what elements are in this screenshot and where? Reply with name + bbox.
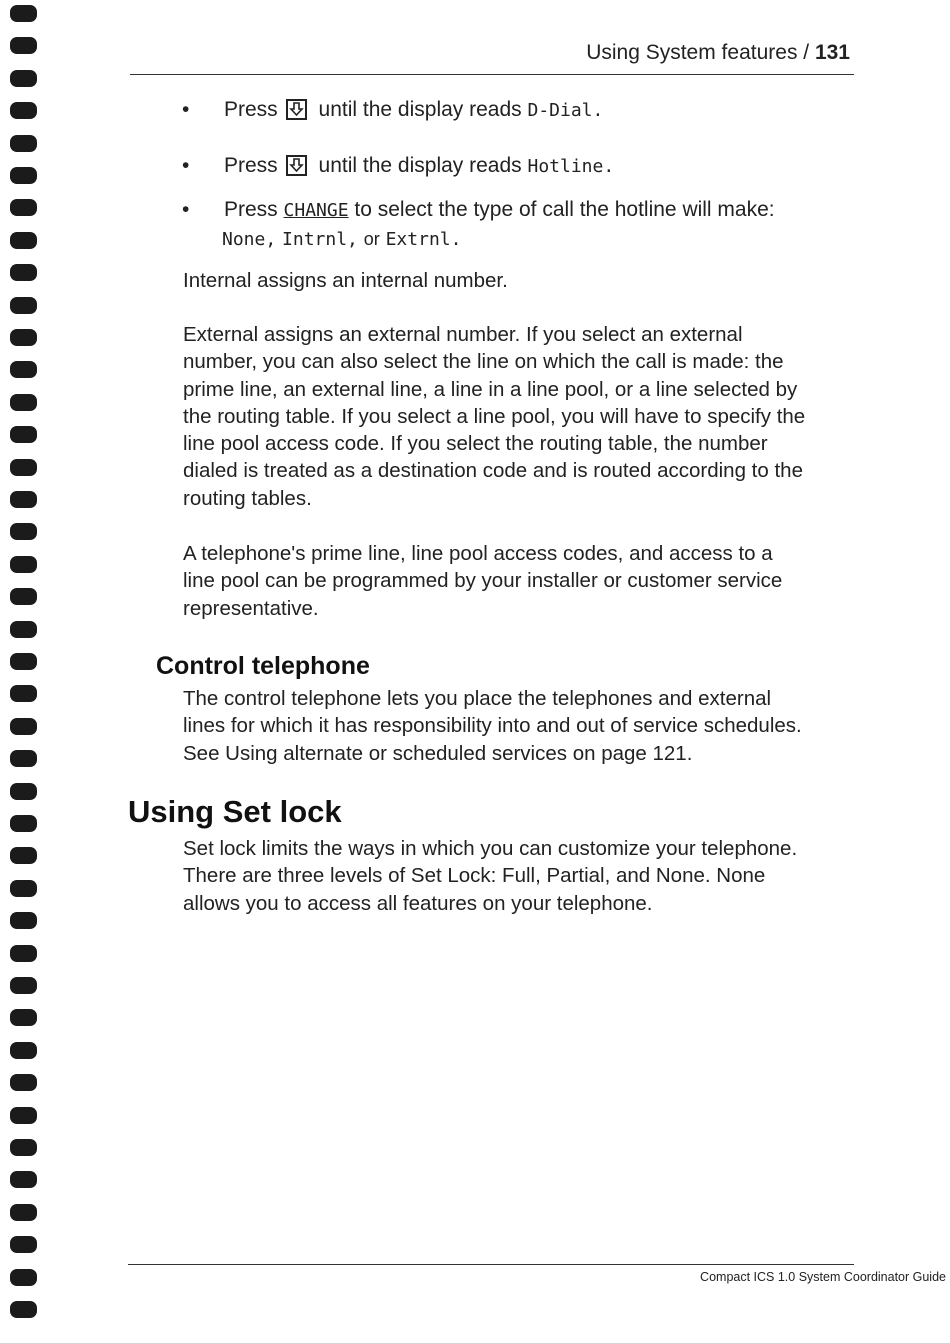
paragraph-line: The control telephone lets you place the telephones and external <box>183 687 772 710</box>
paragraph-line: routing tables. <box>183 486 312 510</box>
internal-paragraph: Internal assigns an internal number. <box>183 269 508 292</box>
footer-rule <box>128 1264 854 1269</box>
binding-ring <box>10 847 37 864</box>
change-key-label: CHANGE <box>283 200 349 221</box>
binding-ring <box>10 426 37 443</box>
binding-ring <box>10 1236 37 1253</box>
binding-ring <box>10 718 37 735</box>
external-paragraph <box>183 321 863 512</box>
binding-ring <box>10 1139 37 1156</box>
set-lock-heading: Using Set lock <box>128 794 342 829</box>
option-none: None, <box>222 229 277 250</box>
binding-ring <box>10 1204 37 1221</box>
binding-ring <box>10 556 37 573</box>
binding-ring <box>10 1074 37 1091</box>
binding-ring <box>10 880 37 897</box>
binding-ring <box>10 621 37 638</box>
paragraph-line: See Using alternate or scheduled services on page 121. <box>183 741 693 765</box>
paragraph-line: line pool access code. If you select the routing table, the number <box>183 432 768 456</box>
binding-ring <box>10 394 37 411</box>
binding-ring <box>10 361 37 378</box>
paragraph-line: line pool can be programmed by your installer or customer service <box>183 569 783 593</box>
press-text: Press <box>224 154 278 177</box>
binding-ring <box>10 264 37 281</box>
instruction-text: until the display reads <box>318 98 522 121</box>
paragraph-line: dialed is treated as a destination code and is routed according to the <box>183 459 803 483</box>
binding-ring <box>10 783 37 800</box>
binding-ring <box>10 70 37 87</box>
bullet-dot: • <box>182 98 190 121</box>
paragraph-line: External assigns an external number. If you select an external <box>183 323 743 346</box>
paragraph-line: number, you can also select the line on which the call is made: the <box>183 350 784 374</box>
binding-ring <box>10 297 37 314</box>
binding-ring <box>10 1269 37 1286</box>
press-text: Press <box>224 198 278 221</box>
binding-ring <box>10 1107 37 1124</box>
binding-ring <box>10 588 37 605</box>
binding-ring <box>10 977 37 994</box>
binding-ring <box>10 135 37 152</box>
binding-ring <box>10 5 37 22</box>
instruction-text: to select the type of call the hotline will make: <box>354 198 775 221</box>
option-extrnl: Extrnl. <box>385 229 462 250</box>
binding-ring <box>10 37 37 54</box>
binding-ring <box>10 167 37 184</box>
paragraph-line: allows you to access all features on your telephone. <box>183 891 653 915</box>
footer-text: Compact ICS 1.0 System Coordinator Guide <box>700 1270 946 1284</box>
press-text: Press <box>224 98 278 121</box>
binding-ring <box>10 1171 37 1188</box>
spiral-binding <box>8 0 40 1343</box>
paragraph-line: prime line, an external line, a line in a line pool, or a line selected by <box>183 377 798 401</box>
binding-ring <box>10 1042 37 1059</box>
binding-ring <box>10 815 37 832</box>
binding-ring <box>10 102 37 119</box>
set-lock-paragraph <box>183 835 863 917</box>
binding-ring <box>10 199 37 216</box>
binding-ring <box>10 1301 37 1318</box>
display-value: D-Dial. <box>527 100 604 121</box>
or-word: or <box>363 229 380 249</box>
binding-ring <box>10 491 37 508</box>
down-arrow-key-icon <box>286 155 307 176</box>
binding-ring <box>10 750 37 767</box>
paragraph-line: lines for which it has responsibility into and out of service schedules. <box>183 714 802 738</box>
binding-ring <box>10 912 37 929</box>
control-telephone-heading: Control telephone <box>156 652 370 680</box>
binding-ring <box>10 653 37 670</box>
binding-ring <box>10 945 37 962</box>
paragraph-line: representative. <box>183 596 319 620</box>
control-telephone-paragraph <box>183 685 863 767</box>
instruction-text: until the display reads <box>318 154 522 177</box>
binding-ring <box>10 685 37 702</box>
page-header <box>130 38 854 75</box>
paragraph-line: the routing table. If you select a line pool, you will have to specify the <box>183 404 806 428</box>
header-text <box>586 41 850 65</box>
page-number: 131 <box>814 41 850 64</box>
paragraph-line: There are three levels of Set Lock: Full, Partial, and None. None <box>183 864 766 888</box>
header-title: Using System features / <box>586 41 810 64</box>
bullet-dot: • <box>182 198 190 221</box>
binding-ring <box>10 232 37 249</box>
paragraph-line: Set lock limits the ways in which you can customize your telephone. <box>183 837 798 860</box>
bullet-dot: • <box>182 154 190 177</box>
binding-ring <box>10 1009 37 1026</box>
down-arrow-key-icon <box>286 99 307 120</box>
option-intrnl: Intrnl, <box>282 229 358 250</box>
paragraph-line: A telephone's prime line, line pool access codes, and access to a <box>183 542 773 565</box>
binding-ring <box>10 523 37 540</box>
display-value: Hotline. <box>527 156 615 177</box>
binding-ring <box>10 329 37 346</box>
prime-line-paragraph <box>183 540 863 622</box>
binding-ring <box>10 459 37 476</box>
